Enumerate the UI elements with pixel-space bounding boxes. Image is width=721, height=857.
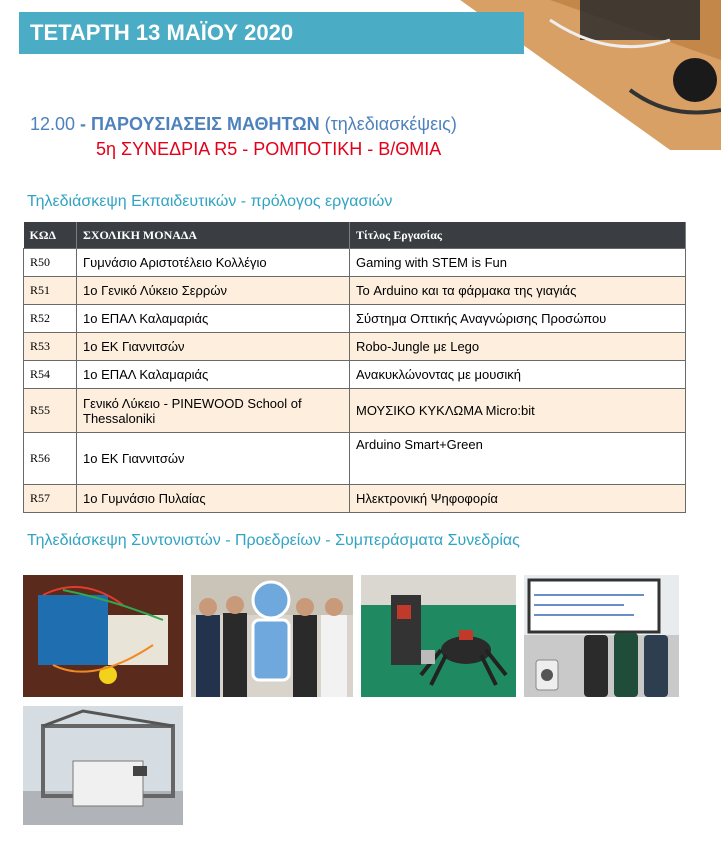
row-title: ΜΟΥΣΙΚΟ ΚΥΚΛΩΜΑ Micro:bit	[350, 389, 686, 433]
row-title: Arduino Smart+Green	[350, 433, 686, 485]
table-row	[24, 433, 686, 485]
photo-students-group	[191, 575, 353, 697]
row-code: R56	[24, 433, 77, 485]
photo-lego-robot	[361, 575, 516, 697]
section-heading-teachers: Τηλεδιάσκεψη Εκπαιδευτικών - πρόλογος εργασιών	[27, 193, 393, 210]
column-header-school: ΣΧΟΛΙΚΗ ΜΟΝΑΔΑ	[77, 222, 350, 249]
table-header-row	[24, 222, 686, 249]
row-title: Ηλεκτρονική Ψηφοφορία	[350, 485, 686, 513]
table-row	[24, 249, 686, 277]
row-title: Robo-Jungle με Lego	[350, 333, 686, 361]
row-code: R55	[24, 389, 77, 433]
table-row	[24, 389, 686, 433]
photo-greenhouse-model	[23, 706, 183, 825]
row-code: R53	[24, 333, 77, 361]
session-time: 12.00	[30, 114, 76, 134]
session-dash: -	[75, 114, 92, 134]
row-school: 1ο ΕΠΑΛ Καλαμαριάς	[77, 361, 350, 389]
row-school: 1ο Γενικό Λύκειο Σερρών	[77, 277, 350, 305]
photo-microbit-cans	[524, 575, 679, 697]
section-heading-coordinators: Τηλεδιάσκεψη Συντονιστών - Προεδρείων - Συμπεράσματα Συνεδρίας	[27, 532, 520, 549]
session-subtitle: 5η ΣΥΝΕΔΡΙΑ R5 - ΡΟΜΠΟΤΙΚΗ - Β/ΘΜΙΑ	[96, 139, 442, 159]
table-row	[24, 277, 686, 305]
row-title: Ανακυκλώνοντας με μουσική	[350, 361, 686, 389]
row-school: 1ο Γυμνάσιο Πυλαίας	[77, 485, 350, 513]
row-title: Το Arduino και τα φάρμακα της γιαγιάς	[350, 277, 686, 305]
row-school: Γενικό Λύκειο - PINEWOOD School of Thessaloniki	[77, 389, 350, 433]
row-code: R52	[24, 305, 77, 333]
session-mode: (τηλεδιασκέψεις)	[319, 114, 457, 134]
row-school: 1ο ΕΚ Γιαννιτσών	[77, 433, 350, 485]
column-header-title: Τίτλος Εργασίας	[350, 222, 686, 249]
row-school: 1ο ΕΠΑΛ Καλαμαριάς	[77, 305, 350, 333]
row-school: 1ο ΕΚ Γιαννιτσών	[77, 333, 350, 361]
row-code: R51	[24, 277, 77, 305]
row-code: R57	[24, 485, 77, 513]
table-row	[24, 305, 686, 333]
session-title: ΠΑΡΟΥΣΙΑΣΕΙΣ ΜΑΘΗΤΩΝ	[91, 114, 320, 134]
row-title: Gaming with STEM is Fun	[350, 249, 686, 277]
row-code: R50	[24, 249, 77, 277]
photo-arduino-circuit	[23, 575, 183, 697]
row-school: Γυμνάσιο Αριστοτέλειο Κολλέγιο	[77, 249, 350, 277]
row-title: Σύστημα Οπτικής Αναγνώρισης Προσώπου	[350, 305, 686, 333]
column-header-code: ΚΩΔ	[24, 222, 77, 249]
row-code: R54	[24, 361, 77, 389]
table-row	[24, 333, 686, 361]
table-row	[24, 361, 686, 389]
session-heading	[30, 114, 457, 135]
table-row	[24, 485, 686, 513]
page-title: ΤΕΤΑΡΤΗ 13 ΜΑΪΟΥ 2020	[30, 20, 294, 45]
works-table	[23, 222, 686, 513]
